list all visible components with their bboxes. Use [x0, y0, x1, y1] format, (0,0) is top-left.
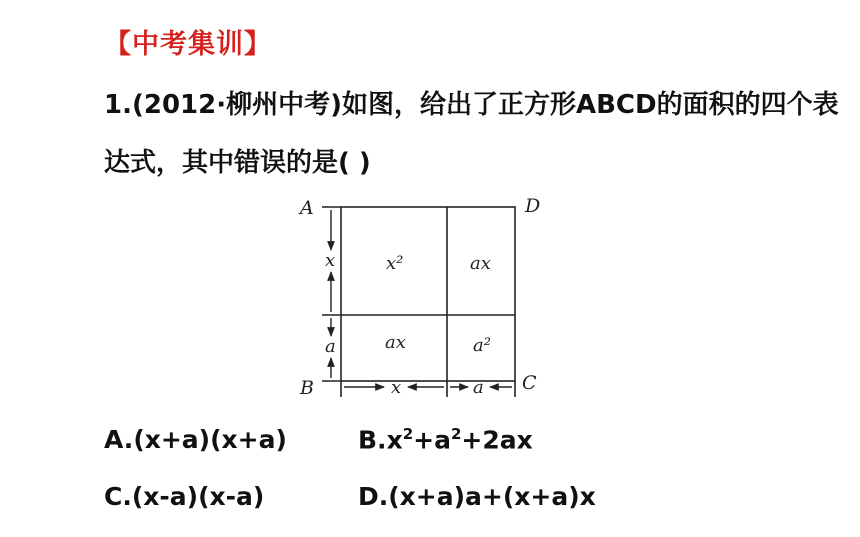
option-d-prefix: D. — [358, 482, 389, 511]
cell-top-left-label: x² — [386, 253, 404, 274]
option-b-sup-1: 2 — [402, 425, 414, 443]
option-c-prefix: C. — [104, 482, 132, 511]
option-b-prefix: B. — [358, 425, 387, 455]
section-title: 【中考集训】 — [104, 29, 272, 60]
option-b[interactable] — [358, 425, 533, 454]
cell-bottom-left-label: ax — [385, 332, 406, 353]
cell-top-right-label: ax — [470, 253, 491, 274]
cell-bottom-right-label: a² — [473, 335, 491, 356]
option-a-prefix: A. — [104, 425, 134, 454]
option-a[interactable] — [104, 425, 287, 454]
square-diagram — [290, 190, 550, 405]
option-c[interactable] — [104, 482, 264, 511]
vertex-a-label: A — [300, 197, 314, 219]
option-c-text: (x-a)(x-a) — [131, 482, 265, 511]
bottom-a-label: a — [473, 377, 484, 398]
question-text-line-1: 1.(2012·柳州中考)如图，给出了正方形ABCD的面积的四个表 — [104, 90, 839, 120]
option-a-text: (x+a)(x+a) — [133, 425, 287, 454]
option-d-text: (x+a)a+(x+a)x — [388, 482, 596, 511]
left-x-label: x — [325, 250, 336, 271]
vertex-d-label: D — [525, 195, 541, 217]
option-b-text-post: +2ax — [461, 425, 533, 455]
vertex-c-label: C — [522, 372, 537, 394]
vertex-b-label: B — [300, 377, 314, 399]
option-b-text-pre: x — [386, 425, 403, 455]
option-b-sup-2: 2 — [450, 425, 462, 443]
bottom-x-label: x — [391, 377, 402, 398]
option-d[interactable] — [358, 482, 596, 511]
left-a-label: a — [325, 336, 336, 357]
option-b-text-mid: +a — [413, 425, 451, 455]
question-text-line-2: 达式，其中错误的是( ) — [104, 148, 371, 178]
